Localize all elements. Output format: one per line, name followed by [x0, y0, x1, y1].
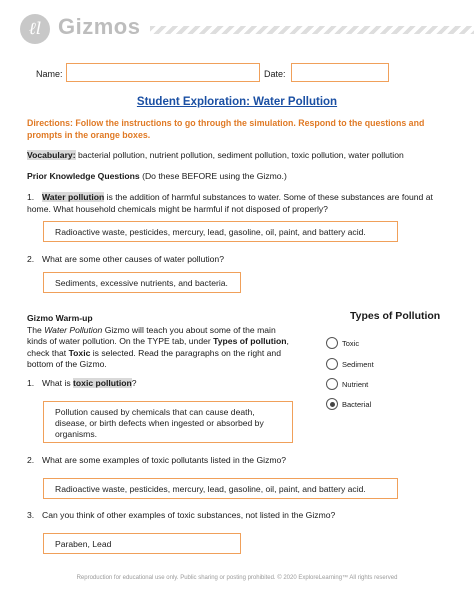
toxic-term: Toxic: [68, 347, 91, 358]
answer-box-2[interactable]: [43, 272, 241, 293]
toxic-pollution-term: toxic pollution: [73, 378, 132, 388]
answer-box-4[interactable]: [43, 478, 398, 499]
radio-sediment[interactable]: [326, 358, 338, 370]
warmup-question-2-number: 2.: [27, 455, 35, 465]
warmup-question-2-text: What are some examples of toxic pollutants listed in the Gizmo?: [42, 455, 287, 465]
warmup-question-1-post: ?: [131, 378, 137, 388]
question-1-number: 1.: [27, 192, 35, 202]
warmup-question-1-number: 1.: [27, 378, 35, 388]
radio-bacterial[interactable]: [326, 398, 338, 410]
prior-knowledge-note: (Do these BEFORE using the Gizmo.): [139, 171, 287, 181]
warmup-question-1: [27, 378, 447, 390]
name-field[interactable]: [66, 63, 260, 82]
question-1-text: is the addition of harmful substances to water. Some of these substances are found at home. What household chemicals might be harmful if not disposed of properly?: [27, 192, 433, 214]
warmup-text-3: , check that: [27, 336, 289, 358]
warmup-question-2: [27, 455, 447, 467]
gizmo-warmup-section: [27, 313, 297, 371]
page-title: Student Exploration: Water Pollution: [136, 96, 338, 108]
vocabulary-label: Vocabulary:: [27, 150, 76, 160]
name-label: Name:: [36, 69, 63, 79]
copyright-footer: Reproduction for educational use only. Public sharing or posting prohibited. © 2020 ExploreLearning™ All rights reserved: [76, 575, 398, 581]
answer-box-3[interactable]: [43, 401, 293, 443]
radio-sediment-label: Sediment: [342, 360, 374, 369]
vocabulary-terms: bacterial pollution, nutrient pollution, sediment pollution, toxic pollution, water pollution: [75, 150, 404, 160]
warmup-text-2: Gizmo will teach you about some of the main kinds of water pollution. On the TYPE tab, under: [27, 324, 276, 346]
radio-bacterial-label: Bacterial: [342, 400, 372, 409]
prior-knowledge-label: Prior Knowledge Questions: [27, 171, 140, 181]
answer-3-text: Pollution caused by chemicals that can cause death, disease, or birth defects when ingested or absorbed by organisms.: [55, 407, 264, 439]
vocabulary-line: [27, 150, 447, 162]
types-of-pollution-title: Types of Pollution: [350, 310, 441, 322]
water-pollution-term: Water pollution: [42, 192, 105, 202]
date-field[interactable]: [291, 63, 389, 82]
header-stripes: [150, 26, 474, 34]
answer-4-text: Radioactive waste, pesticides, mercury, lead, gasoline, oil, paint, and battery acid.: [55, 484, 366, 494]
warmup-question-1-pre: What is: [42, 378, 74, 388]
question-2-number: 2.: [27, 254, 35, 264]
warmup-question-3-number: 3.: [27, 510, 35, 520]
directions-text: Directions: Follow the instructions to go through the simulation. Respond to the questions and prompts in the orange boxes.: [27, 118, 425, 140]
radio-nutrient-label: Nutrient: [342, 380, 369, 389]
warmup-text-1: The: [27, 324, 45, 335]
gizmos-header: [0, 0, 474, 46]
answer-5-text: Paraben, Lead: [55, 539, 112, 549]
answer-box-1[interactable]: [43, 221, 398, 242]
question-2-text: What are some other causes of water pollution?: [42, 254, 224, 264]
warmup-question-3: [27, 510, 447, 522]
prior-knowledge-heading: [27, 171, 447, 183]
types-of-pollution-term: Types of pollution: [213, 336, 287, 346]
radio-toxic-label: Toxic: [342, 339, 360, 348]
warmup-question-3-text: Can you think of other examples of toxic substances, not listed in the Gizmo?: [42, 510, 336, 520]
answer-1-text: Radioactive waste, pesticides, mercury, lead, gasoline, oil, paint, and battery acid.: [55, 227, 366, 237]
date-label: Date:: [264, 69, 286, 79]
answer-box-5[interactable]: [43, 533, 241, 554]
answer-2-text: Sediments, excessive nutrients, and bacteria.: [55, 278, 228, 288]
warmup-text-4: is selected. Read the paragraphs on the right and bottom of the Gizmo.: [27, 347, 281, 369]
question-1: [27, 192, 447, 215]
water-pollution-title: Water Pollution: [44, 324, 103, 335]
gizmos-logo-text: Gizmos: [58, 14, 141, 39]
question-2: [27, 254, 447, 266]
gizmos-logo-icon: ℓl: [20, 14, 50, 44]
radio-toxic[interactable]: [326, 337, 338, 349]
gizmo-warmup-heading: Gizmo Warm-up: [27, 313, 93, 323]
